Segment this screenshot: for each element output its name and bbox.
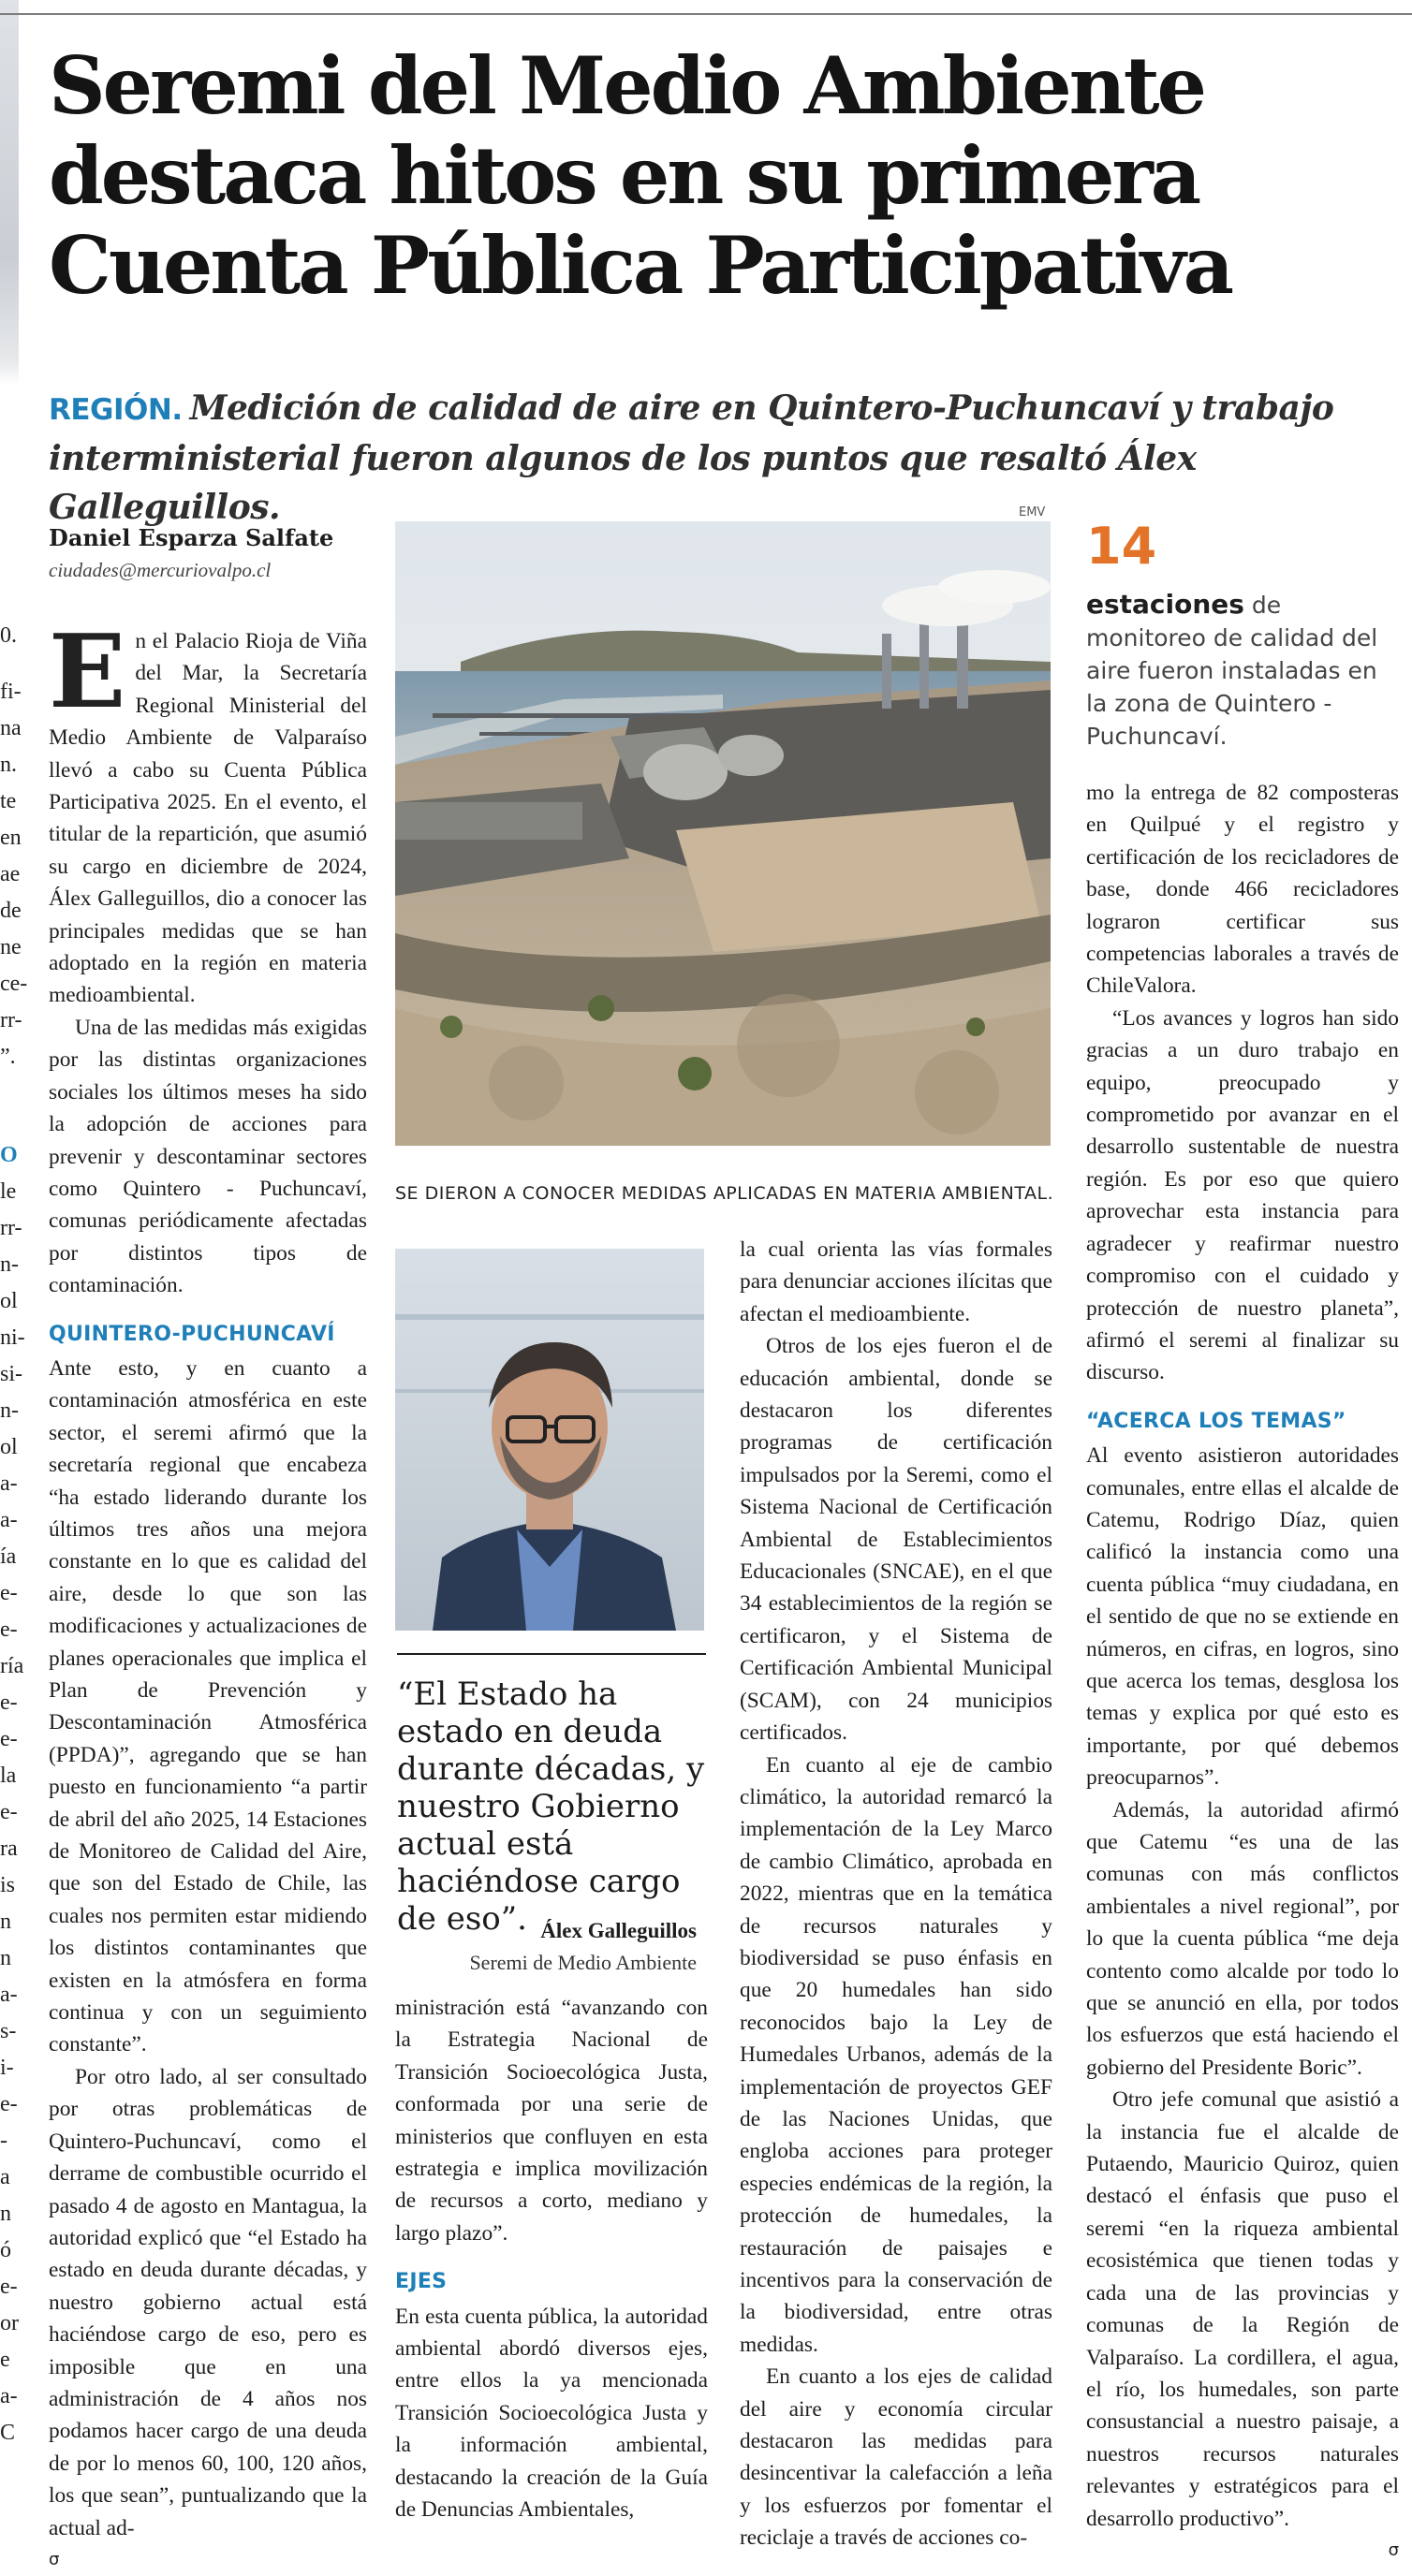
subheadline-text: Medición de calidad de aire en Quintero-Puchuncaví y trabajo interministerial fueron algunos de los puntos que resaltó Álex Galleguillos. <box>49 388 1334 527</box>
paragraph: ministración está “avanzando con la Estrategia Nacional de Transición Socioecológica Justa, conformada por una serie de ministerios que confluyen en esta estrategia e implica movilización de recursos a corto, mediano y largo plazo”. <box>395 1996 708 2246</box>
prev-fragment: ”. <box>0 1045 16 1069</box>
prev-fragment: ce- <box>0 972 28 996</box>
paragraph: mo la entrega de 82 composteras en Quilpué y el registro y certificación de los recicladores de base, donde 466 recicladores lograron certificar sus competencias laborales a través de ChileValora. <box>1086 781 1399 999</box>
paragraph: En cuanto a los ejes de calidad del aire y economía circular destacaron las medidas para desincentivar la calefacción a leña y los esfuerzos por fomentar el reciclaje a través de acciones co- <box>740 2364 1052 2551</box>
paragraph: En cuanto al eje de cambio climático, la autoridad remarcó la implementación de la Ley Marco de cambio Climático, aprobada en 2022, mientras que en la temática de recursos naturales y biodiversidad se puso énfasis en que 20 humedales han sido reconocidos bajo la Ley de Humedales Urbanos, además de la implementación de proyectos GEF de las Naciones Unidas, que engloba acciones para proteger especies endémicas de la región, la protección de humedales, la restauración de paisajes e incentivos para la conservación de la biodiversidad, entre otras medidas. <box>740 1752 1052 2357</box>
quote-role: Seremi de Medio Ambiente <box>469 1951 697 1974</box>
prev-fragment: ne <box>0 935 22 959</box>
end-mark: σ <box>1388 2539 1399 2560</box>
photo-caption: SE DIERON A CONOCER MEDIDAS APLICADAS EN MATERIA AMBIENTAL. <box>395 1183 1054 1204</box>
prev-fragment: a- <box>0 1983 18 2007</box>
prev-fragment: ra <box>0 1837 18 1861</box>
prev-fragment: O <box>0 1143 18 1167</box>
article-column-1 <box>49 613 367 2576</box>
industrial-coast-photo <box>395 521 1051 1146</box>
prev-fragment: n <box>0 1946 11 1970</box>
pull-quote: “El Estado ha estado en deuda durante décadas, y nuestro Gobierno actual está haciéndose cargo de eso”. <box>397 1676 705 1938</box>
prev-fragment: n <box>0 1910 11 1934</box>
author-email[interactable]: ciudades@mercuriovalpo.cl <box>49 559 272 581</box>
prev-fragment: or <box>0 2311 19 2335</box>
drop-cap: E <box>49 613 126 731</box>
prev-fragment: e <box>0 2348 10 2372</box>
prev-fragment: ol <box>0 1435 18 1459</box>
prev-fragment: 0. <box>0 623 17 648</box>
prev-fragment: a- <box>0 2384 18 2408</box>
stat-lead: estaciones <box>1086 589 1244 620</box>
prev-fragment: ni- <box>0 1325 25 1350</box>
prev-fragment: ía <box>0 1544 17 1569</box>
prev-fragment: ae <box>0 862 21 886</box>
prev-fragment: ol <box>0 1289 18 1313</box>
paragraph: Ante esto, y en cuanto a contaminación atmosférica en este sector, el seremi afirmó que la secretaría regional que encabeza “ha estado liderando durante los últimos tres años una mejora constante en lo que es calidad del aire, desde lo que son las modificaciones y actualizaciones de planes operacionales que implica el Plan de Prevención y Descontaminación Atmosférica (PPDA)”, agregando que se han puesto en funcionamiento “a partir de abril del año 2025, 14 Estaciones de Monitoreo de Calidad del Aire, que son del Estado de Chile, las cuales nos permiten estar midiendo los distintos contaminantes que existen en la atmósfera en forma continua y con un seguimiento constante”. <box>49 1355 367 2057</box>
paragraph: n el Palacio Rioja de Viña del Mar, la Secretaría Regional Ministerial del Medio Ambiente de Valparaíso llevó a cabo su Cuenta Pública Participativa 2025. En el evento, el titular de la repartición, que asumió su cargo en diciembre de 2024, Álex Galleguillos, dio a conocer las principales medidas que se han adoptado en la región en materia medioambiental. <box>49 629 367 1008</box>
paragraph: Por otro lado, al ser consultado por otras problemáticas de Quintero-Puchuncaví, como el derrame de combustible ocurrido el pasado 4 de agosto en Mantagua, la autoridad explicó que “el Estado ha estado en deuda durante décadas, y nuestro gobierno actual está haciéndose cargo de eso, pero es imposible que en una administración de 4 años nos podamos hacer cargo de una deuda de por lo menos 60, 100, 120 años, los que sean”, puntualizando que la actual ad- <box>49 2064 367 2540</box>
prev-fragment: a <box>0 2165 10 2189</box>
prev-fragment: is <box>0 1873 16 1897</box>
prev-fragment: de <box>0 899 22 923</box>
prev-fragment: n- <box>0 1398 19 1423</box>
section-heading: “ACERCA LOS TEMAS” <box>1086 1409 1346 1433</box>
prev-fragment: s- <box>0 2019 17 2043</box>
headline: Seremi del Medio Ambiente destaca hitos en su primera Cuenta Pública Participativa <box>49 39 1231 312</box>
prev-fragment: ría <box>0 1654 24 1678</box>
continue-mark: σ <box>49 2549 60 2569</box>
prev-fragment: e- <box>0 1581 18 1605</box>
prev-fragment: te <box>0 789 17 813</box>
paragraph: Otro jefe comunal que asistió a la instancia fue el alcalde de Putaendo, Mauricio Quiroz, quien destacó el énfasis que puso el seremi “en la riqueza ambiental ecosistémica que tienen todas y cada una de las provincias y comunas de la Región de Valparaíso. La cordillera, el agua, el río, los humedales, son parte consustancial a nuestro paisaje, a nuestros recursos naturales relevantes y estratégicos para el desarrollo productivo”. <box>1086 2087 1399 2531</box>
article-column-4 <box>1086 777 1399 2567</box>
prev-fragment: na <box>0 716 22 740</box>
prev-fragment: e- <box>0 1800 18 1824</box>
prev-fragment: n- <box>0 1252 19 1277</box>
prev-fragment: ó <box>0 2238 11 2262</box>
quote-rule <box>397 1653 706 1655</box>
prev-fragment: a- <box>0 1508 18 1532</box>
stat-description: de monitoreo de calidad del aire fueron instaladas en la zona de Quintero - Puchuncaví. <box>1086 592 1378 750</box>
prev-fragment: rr- <box>0 1216 22 1240</box>
author-name: Daniel Esparza Salfate <box>49 524 334 551</box>
prev-fragment: - <box>0 2129 7 2153</box>
prev-fragment: e- <box>0 2092 18 2116</box>
prev-fragment: n <box>0 2202 11 2226</box>
prev-fragment: e- <box>0 1617 18 1642</box>
prev-fragment: rr- <box>0 1008 22 1032</box>
prev-fragment: en <box>0 826 22 850</box>
prev-fragment: fi- <box>0 680 22 704</box>
section-heading: EJES <box>395 2270 448 2294</box>
quote-author: Álex Galleguillos <box>540 1919 697 1942</box>
prev-fragment: e- <box>0 1727 18 1751</box>
prev-fragment: a- <box>0 1471 18 1496</box>
article-column-2 <box>395 1992 708 2526</box>
stat-number: 14 <box>1086 517 1157 576</box>
article-column-3 <box>740 1234 1052 2554</box>
prev-fragment: e- <box>0 2275 18 2299</box>
paragraph: Al evento asistieron autoridades comunales, entre ellas el alcalde de Catemu, Rodrigo Díaz, quien calificó la instancia como una cuenta pública “muy ciudadana, en el sentido de que no se extiende en números, en cifras, en logros, sino que acerca los temas, desglosa los temas y explica por qué esto es importante, por qué debemos preocuparnos”. <box>1086 1443 1399 1791</box>
stat-text <box>1086 588 1405 753</box>
prev-fragment: la <box>0 1764 17 1788</box>
prev-fragment: si- <box>0 1362 22 1386</box>
prev-fragment: le <box>0 1179 17 1204</box>
section-tag: REGIÓN. <box>49 393 183 427</box>
paragraph: “Los avances y logros han sido gracias a un duro trabajo en equipo, preocupado y comprometido por avanzar en el desarrollo sustentable de nuestra región. Es por eso que quiero aprovechar esta instancia para agradecer y reafirmar nuestro compromiso con el cuidado y protección de nuestro planeta”, afirmó el seremi al finalizar su discurso. <box>1086 1005 1399 1385</box>
paragraph: Una de las medidas más exigidas por las distintas organizaciones sociales los últimos meses ha sido la adopción de acciones para prevenir y descontaminar sectores como Quintero - Puchuncaví, comunas periódicamente afectadas por distintos tipos de contaminación. <box>49 1015 367 1298</box>
prev-fragment: n. <box>0 753 17 777</box>
prev-fragment: e- <box>0 1690 18 1715</box>
prev-fragment: C <box>0 2421 16 2445</box>
paragraph: Además, la autoridad afirmó que Catemu “es una de las comunas con más conflictos ambientales a nivel regional”, por lo que la cuenta pública “me deja contento como alcalde por todo lo que se anunció en ella, por todos los esfuerzos que está haciendo el gobierno del Presidente Boric”. <box>1086 1797 1399 2080</box>
portrait-photo <box>395 1249 704 1631</box>
photo-credit: EMV <box>1019 505 1046 520</box>
subheadline <box>49 384 1378 532</box>
prev-fragment: i- <box>0 2056 14 2080</box>
paragraph: la cual orienta las vías formales para denunciar acciones ilícitas que afectan el medioambiente. <box>740 1237 1052 1326</box>
top-rule <box>0 13 1412 15</box>
paragraph: En esta cuenta pública, la autoridad ambiental abordó diversos ejes, entre ellos la ya mencionada Transición Socioecológica Justa y la información ambiental, destacando la creación de la Guía de Denuncias Ambientales, <box>395 2304 708 2523</box>
section-heading: QUINTERO-PUCHUNCAVÍ <box>49 1322 335 1346</box>
paragraph: Otros de los ejes fueron el de educación ambiental, donde se destacaron los diferentes programas de certificación impulsados por la Seremi, como el Sistema Nacional de Certificación Ambiental de Establecimientos Educacionales (SNCAE), en el que 34 establecimientos de la región se certificaron, y el Sistema de Certificación Ambiental Municipal (SCAM), con 24 municipios certificados. <box>740 1334 1052 1746</box>
